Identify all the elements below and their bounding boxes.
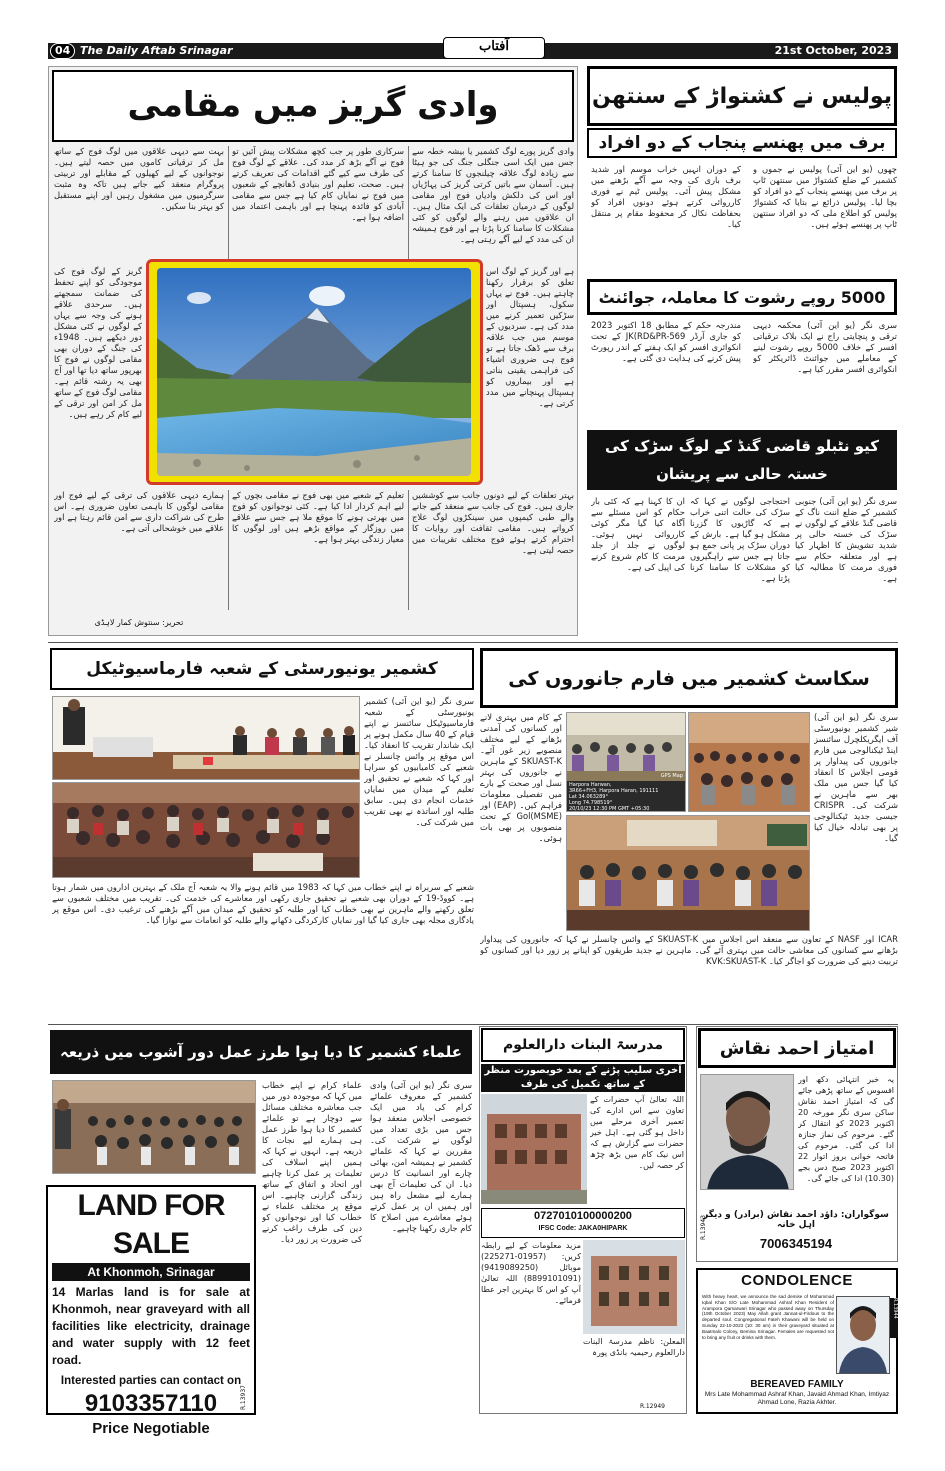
page-number: 04 xyxy=(50,43,75,59)
madrasa-bank-box xyxy=(481,1208,685,1238)
road-headline-2 xyxy=(587,488,897,490)
bribe-col-1: سری نگر (یو این آئی) محکمہ دیہی ترقی و پنچایتی راج نے ایک بلاک ترقیاتی افسر کے خلاف 5000 روپے رشوت لینے کے معاملے میں جوائنٹ ڈائریکٹر کو انکوائری افسر مقرر کیا ہے۔ xyxy=(753,320,897,374)
madrasa-building-photo-1 xyxy=(481,1094,587,1204)
madrasa-note: المعلن: ناظم مدرسۃ البنات دارالعلوم رحیمیہ بانڈی پورہ xyxy=(583,1337,685,1357)
madrasa-phone-1: (01957-225271) xyxy=(481,1252,547,1261)
main-story-headline: وادی گریز میں مقامی xyxy=(52,70,574,142)
ku-photo-stage xyxy=(52,696,360,780)
main-story-col-3: بہت سے دیہی علاقوں میں لوگ فوج کے ساتھ مل کر ترقیاتی کاموں میں حصہ لیتے ہیں۔ نوجوانوں کے لیے کھیلوں کے مقابلے اور تربیتی پروگرام منعقد کیے جاتے ہیں تاکہ وہ مثبت سرگرمیوں میں مشغول رہیں اور اپنے مستقبل کو بہتر بنا سکیں۔ xyxy=(54,146,224,211)
main-story-col-1: وادی گریز پورے لوگ کشمیر یا بیشہ خطہ سے جس میں ایک اسی جنگلی جنگ کی جو ہیٹا سے زیادہ لوگ علاقہ چیلنجوں کا سامنا کرتے ہیں۔ آسمان سے باتیں کرتی گریز کی پہاڑیاں اور اس کی دلکش وادیاں فوج اور مقامی لوگوں کے درمیان تعلقات کی ایک مثال ہیں۔ ان علاقوں میں رہنے والے لوگوں کو کئی مشکلات کا سامنا کرنا پڑتا ہے اور فوج ہمیشہ ان کی مدد کے لیے آگے رہتی ہے۔ xyxy=(412,146,574,244)
road-col-2: احتجاجی لوگوں نے کہا کہ سڑک کی حالت اتنی خراب ہے کہ گاڑیوں کا گزرنا مشکل ہو گیا ہے۔ بارش کے دوران سڑک پر پانی جمع ہو جاتا ہے جس سے راہگیروں کو مشکلات کا سامنا کرنا پڑتا ہے۔ xyxy=(690,496,790,583)
obituary-ref: R.13943 xyxy=(700,1215,707,1240)
main-story-col-2: سرکاری طور پر جب کچھ مشکلات پیش آئیں تو فوج نے آگے بڑھ کر مدد کی۔ علاقے کے لوگ فوج کی طرف سے کیے گئے اقدامات کی تعریف کرتے ہیں۔ صحت، تعلیم اور بنیادی ڈھانچے کے شعبوں میں فوج نے نمایاں کام کیا ہے جس سے مقامی آبادی کو فائدہ پہنچا ہے اور باہمی اعتماد میں اضافہ ہوا ہے۔ xyxy=(232,146,404,222)
madrasa-phone-2: (9419089250) xyxy=(481,1263,539,1272)
main-story-col-left: گریز کے لوگ فوج کی موجودگی کو اپنے تحفظ کی ضمانت سمجھتے ہیں۔ سرحدی علاقے ہونے کی وجہ سے یہاں کے لوگوں نے کئی مشکل دور دیکھے ہیں۔ 1948ء کی جنگ کے دوران بھی مقامی لوگوں نے فوج کا بھرپور ساتھ دیا تھا اور آج بھی یہ رشتہ قائم ہے۔ مقامی لوگ فوج کے ساتھ مل کر امن اور ترقی کے لیے کام کر رہے ہیں۔ xyxy=(54,266,142,419)
ku-photo-audience xyxy=(52,782,360,878)
land-ad-ref: R.13937 xyxy=(240,1385,247,1410)
land-ad-price: Price Negotiable xyxy=(92,1420,210,1437)
madrasa-headline: مدرسۃ البنات دارالعلوم xyxy=(481,1028,685,1062)
bribe-headline: 5000 روپے رشوت کا معاملہ، جوائنٹ xyxy=(587,279,897,315)
police-col-1: چھوں (یو این آئی) پولیس نے جموں و کشمیر کے ضلع کشتواڑ میں سنتھن ٹاپ پر برف میں پھنسے پنجاب کے دو افراد کو بچا لیا۔ پولیس ذرائع نے بتایا کہ کشتواڑ پولیس کو اطلاع ملی کہ دو افراد سنتھن ٹاپ پر پھنسے ہوئے ہیں۔ xyxy=(753,164,897,229)
madrasa-ref: R.12949 xyxy=(640,1403,665,1410)
ulema-col-2: سری نگر (یو این آئی) وادی کشمیر کے معروف علمائے کرام کی یاد میں ایک خصوصی اجلاس منعقد ہوا جس میں بڑی تعداد میں لوگوں نے شرکت کی۔ مقررین نے کہا کہ علمائے کشمیر نے ہمیشہ امن، بھائی چارے اور انسانیت کا درس دیا۔ ان کی تعلیمات آج بھی ہمارے لیے مشعل راہ ہیں اور ہمیں ان پر عمل کرتے ہوئے معاشرے میں اصلاح کا کام جاری رکھنا چاہیے۔ xyxy=(370,1080,472,1233)
ulema-photo xyxy=(52,1080,256,1174)
gps-place: Harpora Harwan, xyxy=(569,782,612,788)
madrasa-subhead: آخری سلیب پڑنے کے بعد خوبصورت منظر کے ساتھ تکمیل کی طرف xyxy=(481,1064,685,1092)
ku-col-side: سری نگر (یو این آئی) کشمیر یونیورسٹی کے شعبہ فارماسیوٹیکل سائنسز نے اپنے قیام کے 40 سال مکمل ہونے پر ایک شاندار تقریب کا انعقاد کیا۔ اس موقع پر وائس چانسلر نے شعبے کی کامیابیوں کو سراہا اور کہا کہ شعبے نے تحقیق اور تعلیم کے میدان میں نمایاں خدمات انجام دی ہیں۔ سابق طلبہ اور اساتذہ نے بھی تقریب میں شرکت کی۔ xyxy=(364,696,474,827)
skuast-col-bottom: ICAR اور NASF کے تعاون سے منعقد اس اجلاس میں SKUAST-K کے وائس چانسلر نے کہا کہ جانوروں کی پیداوار بڑھانے سے کسانوں کی معاشی حالت میں بہتری آئے گی۔ ماہرین نے جدید طریقوں کو اپنانے پر زور دیا اور کسانوں کو تربیت دینے کی ضرورت کو اجاگر کیا۔ KVK:SKUAST-K xyxy=(480,934,898,966)
madrasa-appeal-text: اللہ تعالیٰ آپ حضرات کے تعاون سے اس ادارے کی تعمیر آخری مرحلے میں داخل ہو گئی ہے۔ اہل خیر حضرات سے گزارش ہے کہ اس نیک کام میں بڑھ چڑھ کر حصہ لیں۔ xyxy=(590,1095,684,1170)
gps-long: Long 74.798519° xyxy=(569,800,613,806)
main-story-col-5: تعلیم کے شعبے میں بھی فوج نے مقامی بچوں کے لیے اہم کردار ادا کیا ہے۔ کئی نوجوانوں کو فوج میں بھرتی ہونے کا موقع ملا ہے جس سے علاقے میں روزگار کے مواقع بڑھے ہیں اور لوگوں کا معیار زندگی بہتر ہوا ہے۔ xyxy=(232,490,404,544)
obituary-portrait xyxy=(700,1074,794,1190)
condolence-ref: R.13944 xyxy=(890,1298,898,1338)
land-for-sale-ad xyxy=(46,1185,256,1437)
land-ad-body: 14 Marlas land is for sale at Khonmoh, near graveyard with all facilities like electricity, drainage and water supply with 12 feet road. xyxy=(52,1285,250,1367)
road-col-1: سری نگر (یو این آئی) جنوبی کشمیر کے ضلع اننت ناگ کے قاضی گنڈ علاقے کے لوگوں نے سڑک کی خستہ حالی پر شدید تشویش کا اظہار کیا ہے اور متعلقہ حکام سے فوری مرمت کا مطالبہ کیا ہے۔ xyxy=(795,496,897,583)
skuast-photo-hall xyxy=(688,712,810,812)
road-headline-box xyxy=(587,430,897,490)
gps-time: 20/10/23 12:30 PM GMT +05:30 xyxy=(569,806,650,812)
publication-logo: آفتاب xyxy=(443,37,545,59)
obituary-mourners: سوگواران: داؤد احمد نقاش (برادر) و دیگر اہل خانہ xyxy=(703,1210,889,1230)
condolence-family-names: Mrs Late Mohammad Ashraf Khan, Javaid Ahmad Khan, Imtiyaz Ahmad Lone, Razia Akhter. xyxy=(704,1391,890,1406)
land-ad-contact-line: Interested parties can contact on xyxy=(60,1375,242,1387)
ku-col-bottom: شعبے کے سربراہ نے اپنے خطاب میں کہا کہ 1983 میں قائم ہونے والا یہ شعبہ آج ملک کے بہترین اداروں میں شمار ہوتا ہے۔ کووڈ-19 کے دوران بھی شعبے نے تحقیق جاری رکھی اور معاشرے کی خدمت کی۔ تقریب میں مختلف شعبوں سے تعلق رکھنے والے ماہرین نے بھی خطاب کیا اور طلبہ کو تحقیق کے میدان میں آگے بڑھنے کی ترغیب دی۔ اس موقع پر یادگاری مجلہ بھی جاری کیا گیا اور نمایاں کارکردگی دکھانے والے طلبہ کو انعامات سے نوازا گیا۔ xyxy=(52,882,474,925)
police-headline-2: برف میں پھنسے پنجاب کے دو افراد xyxy=(587,128,897,158)
condolence-family-title: BEREAVED FAMILY xyxy=(750,1379,844,1390)
condolence-title: CONDOLENCE xyxy=(741,1272,853,1289)
land-ad-phone[interactable]: 9103357110 xyxy=(84,1390,218,1417)
skuast-headline: سکاسٹ کشمیر میں فارم جانوروں کی xyxy=(480,648,898,708)
road-col-3: ان کا کہنا ہے کہ کئی بار حکام کو اس مسئلے سے آگاہ کیا گیا مگر کوئی کارروائی نہیں ہوئی۔ لوگوں نے جلد از جلد مرمت کا کام شروع کرنے کی اپیل کی ہے۔ xyxy=(591,496,685,572)
madrasa-building-photo-2 xyxy=(583,1240,685,1334)
police-col-2: کے دوران انہیں خراب موسم اور شدید برف باری کی وجہ سے آگے بڑھنے میں مشکل پیش آئی۔ پولیس ٹیم نے فوری کارروائی کرتے ہوئے دونوں افراد کو بحفاظت نکال کر محفوظ مقام پر منتقل کیا۔ xyxy=(591,164,741,229)
section-divider xyxy=(48,642,898,643)
condolence-body: With heavy heart, we announce the sad demise of Mohammad Iqbal Khan S/O Late Mohammad Ashraf Khan Resident of Arampora Qamarwari Srinagar who passed away on Thursday (19th October 2023) May Allah grant Jannat-ul-Firdous to the departed soul. Congregational Fateh Khawani will be held on Sunday 22-10-2023 (10: 30 am) in their graveyard situated at Baatmalo Colony, Bemina Srinagar. Females are requested not to bring any fruit or drinks with them. xyxy=(702,1294,834,1340)
skuast-caption-ref: KVK:SKUAST-K xyxy=(706,956,767,966)
publication-name: The Daily Aftab Srinagar xyxy=(80,44,233,57)
skuast-photo-gps xyxy=(566,712,686,812)
condolence-ad xyxy=(696,1268,898,1414)
gurez-valley-photo xyxy=(157,268,471,476)
condolence-portrait xyxy=(836,1296,890,1374)
gps-lat: Lat 34.063289° xyxy=(569,794,608,800)
skuast-col-right: سری نگر (یو این آئی) شیر کشمیر یونیورسٹی آف ایگریکلچرل سائنسز اینڈ ٹیکنالوجی میں فارم جانوروں کی پیداوار پر قومی اجلاس کا انعقاد کیا گیا جس میں ملک بھر سے ماہرین نے شرکت کی۔ CRISPR جیسی جدید ٹیکنالوجی پر بھی تبادلہ خیال کیا گیا۔ xyxy=(814,712,898,843)
gps-map-label: GPS Map xyxy=(660,773,683,779)
issue-date: 21st October, 2023 xyxy=(774,44,892,57)
bribe-col-2: مندرجہ حکم کے مطابق 18 اکتوبر 2023 کو جاری آرڈر JK(RD&PR-569 کے تحت انکوائری افسر کو ایک ہفتے کے اندر رپورٹ پیش کرنے کی ہدایت دی گئی ہے۔ xyxy=(591,320,741,363)
madrasa-ifsc: IFSC Code: JAKA0HIPARK xyxy=(538,1225,628,1232)
main-story-col-right: ہے اور گریز کے لوگ اس تعلق کو برقرار رکھنا چاہتے ہیں۔ فوج نے یہاں سکول، ہسپتال اور سڑکیں تعمیر کرنے میں مدد کی ہے۔ سردیوں کے موسم میں جب علاقہ برف سے ڈھک جاتا ہے تو فوج ہی ضروری اشیاء کی فراہمی یقینی بناتی ہے اور بیماروں کو ہسپتال پہنچانے میں مدد کرتی ہے۔ xyxy=(486,266,574,408)
bribe-order-ref: JK(RD&PR-569 xyxy=(625,331,686,341)
ku-headline: کشمیر یونیورسٹی کے شعبہ فارماسیوٹیکل xyxy=(50,648,474,690)
gps-address: 3R66+FH3, Harpora Haran, 191111 xyxy=(569,788,659,794)
main-story-col-6: ہمارے دیہی علاقوں کی ترقی کے لیے فوج اور مقامی لوگوں کا باہمی تعاون ضروری ہے۔ اس طرح کی شراکت داری سے امن قائم رہتا ہے اور علاقے میں خوشحالی آتی ہے۔ xyxy=(54,490,224,533)
ulema-col-1: علماء کرام نے اپنے خطاب میں کہا کہ موجودہ دور میں جب معاشرہ مختلف مسائل سے دوچار ہے تو علمائے کشمیر کا دیا ہوا طرز عمل ہی ہمارے لیے نجات کا ذریعہ ہے۔ انہوں نے کہا کہ ہمیں اپنے اسلاف کی تعلیمات پر عمل کرنا چاہیے اور اتحاد و اتفاق کے ساتھ زندگی گزارنی چاہیے۔ اس موقع پر مختلف علماء نے خطاب کیا اور نوجوانوں کو دین کی طرف راغب کرنے کی ضرورت پر زور دیا۔ xyxy=(262,1080,362,1244)
madrasa-contact-text: مزید معلومات کے لیے رابطہ کریں: (01957-225271) موبائل (9419089250) (8899101091) اللہ تعالیٰ آپ کو اس کا بہترین اجر عطا فرمائے۔ xyxy=(481,1241,581,1305)
road-headline-1: کیو نٹبلو قاضی گنڈ کے لوگ سڑک کی خستہ حالی سے پریشان xyxy=(604,437,880,483)
land-ad-location: At Khonmoh, Srinagar xyxy=(52,1263,250,1281)
obituary-phone[interactable]: 7006345194 xyxy=(759,1236,833,1251)
main-story-col-4: بہتر تعلقات کے لیے دونوں جانب سے کوششیں جاری ہیں۔ فوج کی جانب سے منعقد کیے جانے والے طبی کیمپوں میں سینکڑوں لوگ علاج کرواتے ہیں۔ مقامی ثقافت اور روایات کا احترام کرتے ہوئے فوج مختلف تقریبات میں حصہ لیتی ہے۔ xyxy=(412,490,574,555)
main-story-byline: تحریر: سنتوش کمار لاہڈی xyxy=(94,618,184,627)
madrasa-phone-3: (8899101091) xyxy=(523,1274,581,1283)
skuast-photo-audience xyxy=(566,815,810,931)
ulema-headline: علماء کشمیر کا دیا ہوا طرز عمل دور آشوب میں ذریعہ xyxy=(50,1030,472,1074)
madrasa-account: 0727010100000200 xyxy=(534,1210,632,1222)
masthead-strip xyxy=(48,39,898,59)
police-headline-1: پولیس نے کشتواڑ کے سنتھن xyxy=(587,66,897,126)
skuast-col-left: کے کام میں بہتری لانے اور کسانوں کی آمدنی بڑھانے کے لیے مختلف منصوبے زیر غور آئے۔ SKUAST-K کے ماہرین نے جانوروں کی بہتر نسل اور صحت کے بارے میں تفصیلی معلومات فراہم کیں۔ (EAP) اور Gol(MSME) کے تحت منصوبوں پر بھی بات ہوئی۔ xyxy=(480,712,562,843)
obituary-text: یہ خبر انتہائی دکھ اور افسوس کے ساتھ پڑھی جائے گی کہ امتیاز احمد نقاش ساکن سری نگر مورخہ 20 اکتوبر 2023 کو انتقال کر گئے۔ مرحوم کی نماز جنازہ ادا کی گئی۔ مرحوم کی فاتحہ خوانی بروز اتوار 22 اکتوبر 2023 صبح دس بجے (10.30) ادا کی جائے گی۔ xyxy=(798,1075,894,1183)
section-divider xyxy=(48,1024,898,1025)
obituary-headline: امتیاز احمد نقاش xyxy=(698,1028,896,1068)
land-ad-title: LAND FOR SALE xyxy=(77,1189,225,1260)
